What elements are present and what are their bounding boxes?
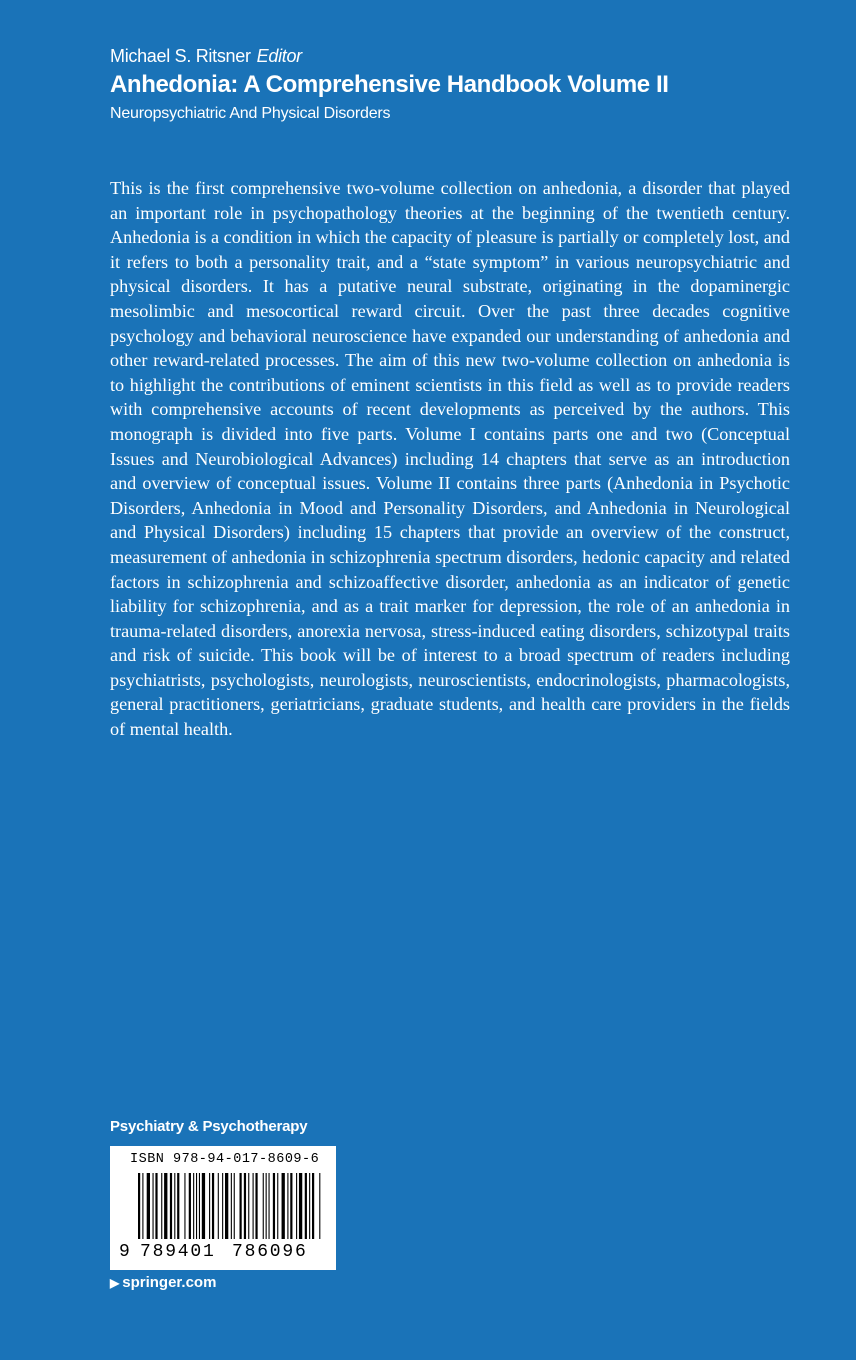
book-subtitle: Neuropsychiatric And Physical Disorders [110, 105, 391, 122]
barcode-lead-digit: 9 [119, 1242, 130, 1262]
barcode-bar [234, 1173, 235, 1239]
barcode-bar [266, 1173, 267, 1239]
barcode-left-digits: 789401 [140, 1242, 216, 1262]
cover-header [110, 44, 810, 126]
barcode-right-digits: 786096 [232, 1242, 308, 1262]
subject-category: Psychiatry & Psychotherapy [110, 1118, 308, 1135]
barcode-bar [202, 1173, 205, 1239]
barcode-bar [248, 1173, 249, 1239]
editor-name: Michael S. Ritsner [110, 46, 251, 66]
publisher-website[interactable] [110, 1274, 216, 1291]
book-title: Anhedonia: A Comprehensive Handbook Volume II [110, 71, 669, 98]
barcode-bar [153, 1173, 154, 1239]
editor-line [110, 44, 810, 68]
barcode-bar [184, 1173, 185, 1239]
barcode-bar [282, 1173, 285, 1239]
barcode-bar [305, 1173, 307, 1239]
barcode-bar [209, 1173, 210, 1239]
barcode-bar [142, 1173, 143, 1239]
barcode-bar [161, 1173, 162, 1239]
barcode-bar [319, 1173, 320, 1239]
barcode-bar [170, 1173, 172, 1239]
barcode-bar [193, 1173, 194, 1239]
barcode-bar [155, 1173, 157, 1239]
barcode-bar [218, 1173, 219, 1239]
barcode-bar [312, 1173, 314, 1239]
barcode-bar [231, 1173, 232, 1239]
barcode-bar [244, 1173, 246, 1239]
barcode-bar [177, 1173, 179, 1239]
editor-role: Editor [256, 46, 302, 66]
barcode-bar [222, 1173, 223, 1239]
barcode-bar [269, 1173, 270, 1239]
barcode-bar [255, 1173, 257, 1239]
barcode-bar [199, 1173, 200, 1239]
barcode-bar [287, 1173, 288, 1239]
arrow-right-icon: ▶ [110, 1275, 120, 1290]
isbn-barcode [110, 1146, 336, 1270]
barcode-bar [225, 1173, 228, 1239]
barcode-bar [309, 1173, 310, 1239]
barcode-bar [290, 1173, 292, 1239]
barcode-bar [277, 1173, 278, 1239]
barcode-bar [212, 1173, 214, 1239]
barcode-bar [147, 1173, 150, 1239]
barcode-bar [164, 1173, 167, 1239]
barcode-bar [253, 1173, 254, 1239]
barcode-bar [189, 1173, 191, 1239]
barcode-bar [273, 1173, 275, 1239]
website-label: springer.com [122, 1274, 217, 1291]
barcode-bar [263, 1173, 264, 1239]
barcode-bar [299, 1173, 302, 1239]
barcode-bar [174, 1173, 175, 1239]
barcode-bar [296, 1173, 297, 1239]
barcode-bar [196, 1173, 197, 1239]
barcode-bar [240, 1173, 242, 1239]
isbn-label: ISBN 978-94-017-8609-6 [130, 1152, 320, 1167]
book-description: This is the first comprehensive two-volume collection on anhedonia, a disorder that played an important role in psychopathology theories at the beginning of the twentieth century. Anhedonia is a condition in which the capacity of pleasure is partially or completely lost, and it refers to both a personality trait, and a “state symptom” in various neuropsychiatric and physical disorders. It has a putative neural substrate, originating in the dopaminergic mesolimbic and mesocortical reward circuit. Over the past three decades cognitive psychology and behavioral neuroscience have expanded our understanding of anhedonia and other reward-related processes. The aim of this new two-volume collection on anhedonia is to highlight the contributions of eminent scientists in this field as well as to provide readers with comprehensive accounts of recent developments as perceived by the authors. This monograph is divided into five parts. Volume I contains parts one and two (Conceptual Issues and Neurobiological Advances) including 14 chapters that serve as an introduction and overview of conceptual issues. Volume II contains three parts (Anhedonia in Psychotic Disorders, Anhedonia in Mood and Personality Disorders, and Anhedonia in Neurological and Physical Disorders) including 15 chapters that provide an overview of the construct, measurement of anhedonia in schizophrenia spectrum disorders, hedonic capacity and related factors in schizophrenia and schizoaffective disorder, anhedonia as an indicator of genetic liability for schizophrenia, and as a trait marker for depression, the role of an anhedonia in trauma-related disorders, anorexia nervosa, stress-induced eating disorders, schizotypal traits and risk of suicide. This book will be of interest to a broad spectrum of readers including psychiatrists, psychologists, neurologists, neuroscientists, endocrinologists, pharmacologists, general practitioners, geriatricians, graduate students, and health care providers in the fields of mental health. [110, 178, 790, 740]
barcode-bar [138, 1173, 140, 1239]
